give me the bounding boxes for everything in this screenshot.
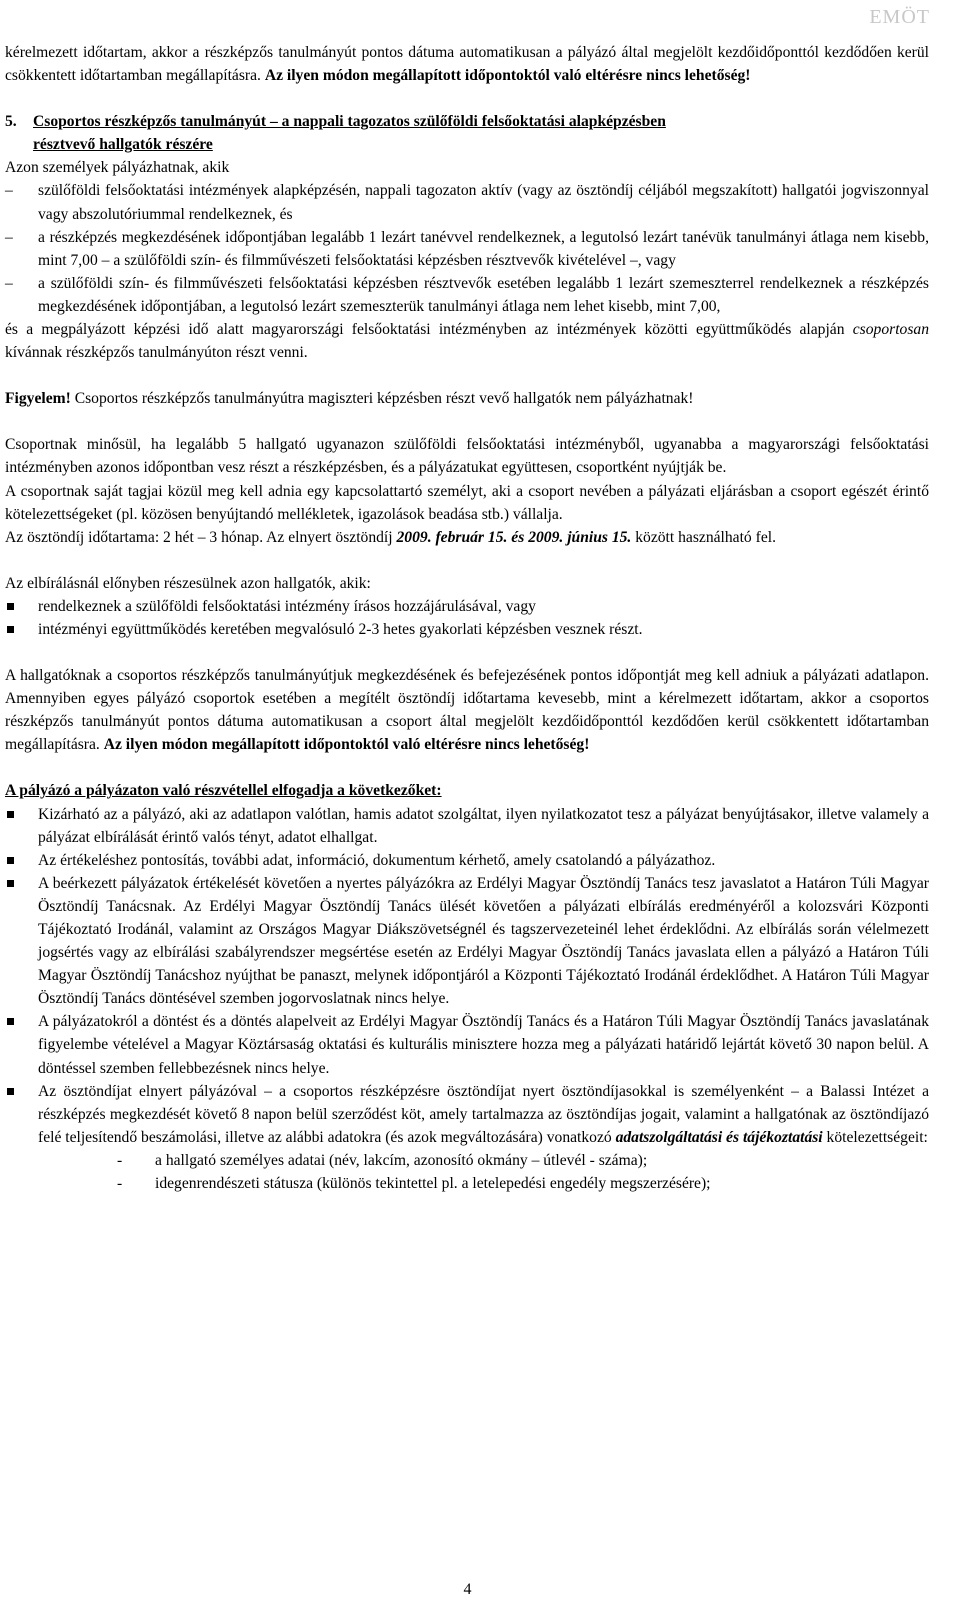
- date-and: és: [507, 528, 529, 546]
- eligibility-list: [5, 179, 929, 318]
- scholarship-duration: [5, 526, 929, 549]
- warning-paragraph: [5, 387, 929, 410]
- closing-italic: csoportosan: [852, 321, 929, 339]
- list-item: [5, 226, 929, 272]
- list-item-text: a részképzés megkezdésének időpontjában legalább 1 lezárt tanévvel rendelkeznek, a legutolsó lezárt tanévük tanulmányi átlaga nem kisebb, mint 7,00 – a szülőföldi szín- és filmművészeti felsőoktatási képzésben résztvevők kivételével –, vagy: [38, 228, 929, 269]
- list-item-text: a szülőföldi szín- és filmművészeti felsőoktatási képzésben résztvevők esetében legalább 1 lezárt szemeszterrel rendelkeznek a részképzés megkezdésének időpontjában, a legutolsó lezárt szemeszterük tanulmányi átlaga nem lehet kisebb, mint 7,00,: [38, 274, 929, 315]
- page-number: 4: [463, 1581, 472, 1598]
- dash-marker: –: [5, 182, 13, 200]
- dates-bold-note: Az ilyen módon megállapított időpontoktól való eltérésre nincs lehetőség!: [103, 736, 590, 754]
- bullet-square-icon: [7, 1088, 14, 1095]
- bullet-square-icon: [7, 603, 14, 610]
- bullet-square-icon: [7, 811, 14, 818]
- list-item: [5, 595, 929, 618]
- section-5-title: [5, 110, 929, 156]
- date-end: 2009. június 15.: [528, 528, 632, 546]
- warning-text: Csoportos részképzős tanulmányútra magiszteri képzésben részt vevő hallgatók nem pályázhatnak!: [70, 390, 694, 408]
- intro-paragraph: [5, 41, 929, 87]
- list-item: [5, 872, 929, 1011]
- list-item-text: rendelkeznek a szülőföldi felsőoktatási intézmény írásos hozzájárulásával, vagy: [38, 597, 536, 615]
- list-item-emphasis: adatszolgáltatási és tájékoztatási: [615, 1128, 823, 1146]
- group-definition: Csoportnak minősül, ha legalább 5 hallgató ugyanazon szülőföldi felsőoktatási intézményből, ugyanabba a magyarországi felsőoktatási intézményben azonos időpontban vesz részt a részképzésben, és a pályázatukat együttesen, csoportként nyújtják be.: [5, 436, 929, 477]
- header-watermark: EMÖT: [869, 6, 930, 28]
- duration-text-end: között használható fel.: [631, 528, 776, 546]
- list-item: [5, 618, 929, 641]
- obligation-sublist: [5, 1149, 929, 1195]
- acceptance-title: A pályázó a pályázaton való részvétellel elfogadja a következőket:: [5, 782, 442, 800]
- closing-text-b: kívánnak részképzős tanulmányúton részt venni.: [5, 344, 308, 362]
- list-item: [5, 1080, 929, 1149]
- duration-text: Az ösztöndíj időtartama: 2 hét – 3 hónap. Az elnyert ösztöndíj: [5, 528, 397, 546]
- group-contact: A csoportnak saját tagjai közül meg kell adnia egy kapcsolattartó személyt, aki a csoport nevében a pályázati eljárásban a csoport egészét érintő kötelezettségeket (pl. közösen benyújtandó mellékletek, igazolások beadása stb.) vállalja.: [5, 482, 929, 523]
- bullet-square-icon: [7, 857, 14, 864]
- list-item: [5, 803, 929, 849]
- section-lead: Azon személyek pályázhatnak, akik: [5, 159, 230, 177]
- intro-text: kérelmezett időtartam, akkor a részképzős tanulmányút pontos dátuma automatikusan a pályázó által megjelölt kezdőidőponttól kezdődően kerül csökkentett időtartamban megállapításra.: [5, 44, 929, 85]
- dates-paragraph: [5, 664, 929, 756]
- intro-bold-note: Az ilyen módon megállapított időpontoktól való eltérésre nincs lehetőség!: [264, 67, 751, 85]
- list-item: [5, 272, 929, 318]
- bullet-square-icon: [7, 880, 14, 887]
- list-item-text: intézményi együttműködés keretében megvalósuló 2-3 hetes gyakorlati képzésben vesznek részt.: [38, 620, 643, 638]
- dash-marker: –: [5, 274, 13, 292]
- list-item-text: A beérkezett pályázatok értékelését követően a nyertes pályázókra az Erdélyi Magyar Ösztöndíj Tanács tesz javaslatot a Határon Túli Magyar Ösztöndíj Tanácsnak. Az Erdélyi Magyar Ösztöndíj Tanács ülését követően a pályázati elbírálás eredményéről a kolozsvári Központi Tájékoztató Irodánál, valamint az Országos Magyar Diákszövetségnél és tagszervezeteinél lehet érdeklődni. Az elbírálás során vélelmezett jogsértés vagy az elbírálási szabályrendszer megsértése esetén az Erdélyi Magyar Ösztöndíj Tanács javaslata ellen a pályázó a Határon Túli Magyar Ösztöndíj Tanácshoz nyújthat be panaszt, melynek időpontjáról a Központi Tájékoztató Irodánál érdeklődhet. A Határon Túli Magyar Ösztöndíj Tanács döntésével szemben jogorvoslatnak nincs helye.: [38, 874, 929, 1008]
- preference-lead: Az elbírálásnál előnyben részesülnek azon hallgatók, akik:: [5, 574, 371, 592]
- section-closing: [5, 318, 929, 364]
- list-item: [5, 179, 929, 225]
- acceptance-list: [5, 803, 929, 1149]
- list-item-text: Az értékeléshez pontosítás, további adat, információ, dokumentum kérhető, amely csatolandó a pályázathoz.: [38, 851, 716, 869]
- list-item: [5, 1010, 929, 1079]
- section-title-line1: Csoportos részképzős tanulmányút – a nappali tagozatos szülőföldi felsőoktatási alapképzésben: [33, 113, 666, 131]
- list-item: [5, 1172, 929, 1195]
- list-item: [5, 849, 929, 872]
- list-item-text: idegenrendészeti státusza (különös tekintettel pl. a letelepedési engedély megszerzésére);: [155, 1175, 711, 1193]
- hyphen-marker: -: [117, 1151, 123, 1169]
- list-item-text: szülőföldi felsőoktatási intézmények alapképzésén, nappali tagozaton aktív (vagy az ösztöndíj céljából megszakított) hallgatói jogviszonnyal vagy abszolutóriummal rendelkeznek, és: [38, 182, 929, 223]
- list-item-text: Kizárható az a pályázó, aki az adatlapon valótlan, hamis adatot szolgáltat, ilyen nyilatkozatot tesz a pályázat benyújtásakor, illetve valamely a pályázat elbírálását érintő valós tényt, adatot elhallgat.: [38, 805, 929, 846]
- section-title-line2: résztvevő hallgatók részére: [33, 136, 213, 154]
- list-item-text-end: kötelezettségeit:: [822, 1128, 928, 1146]
- preference-list: [5, 595, 929, 641]
- list-item-text: Az ösztöndíjat elnyert pályázóval – a csoportos részképzésre ösztöndíjat nyert ösztöndíjasokkal is személyenként – a Balassi Intézet a részképzés megkezdését követő 8 napon belül szerződést köt, amely tartalmazza az ösztöndíjas jogait, valamint a hallgatónak az ösztöndíjazó felé teljesítendő beszámolási, illetve az alábbi adatokra (és azok megváltozására) vonatkozó: [38, 1082, 929, 1146]
- dates-text: A hallgatóknak a csoportos részképzős tanulmányútjuk megkezdésének és befejezésének pontos időpontját meg kell adniuk a pályázati adatlapon. Amennyiben egyes pályázó csoportok esetében a megítélt ösztöndíj időtartama kevesebb, mint a kérelmezett időtartam, akkor a csoportos részképzős tanulmányút pontos dátuma automatikusan a csoport által megjelölt kezdőidőponttól kezdődően kerül csökkentett időtartamban megállapításra.: [5, 667, 929, 754]
- warning-label: Figyelem!: [5, 390, 71, 408]
- bullet-square-icon: [7, 1018, 14, 1025]
- section-number: 5.: [5, 113, 17, 131]
- date-start: 2009. február 15.: [396, 528, 508, 546]
- list-item-text: a hallgató személyes adatai (név, lakcím, azonosító okmány – útlevél - száma);: [155, 1151, 648, 1169]
- list-item-text: A pályázatokról a döntést és a döntés alapelveit az Erdélyi Magyar Ösztöndíj Tanács és a Határon Túli Magyar Ösztöndíj Tanács javaslatának figyelembe vételével a Magyar Köztársaság oktatási és kulturális minisztere hozza meg a pályázati határidő lejártát követő 30 napon belül. A döntéssel szemben fellebbezésnek nincs helye.: [38, 1013, 929, 1077]
- closing-text-a: és a megpályázott képzési idő alatt magyarországi felsőoktatási intézményben az intézmények közötti együttműködés alapján: [5, 321, 853, 339]
- bullet-square-icon: [7, 626, 14, 633]
- document-content: [5, 41, 929, 1195]
- dash-marker: –: [5, 228, 13, 246]
- hyphen-marker: -: [117, 1175, 123, 1193]
- list-item: [5, 1149, 929, 1172]
